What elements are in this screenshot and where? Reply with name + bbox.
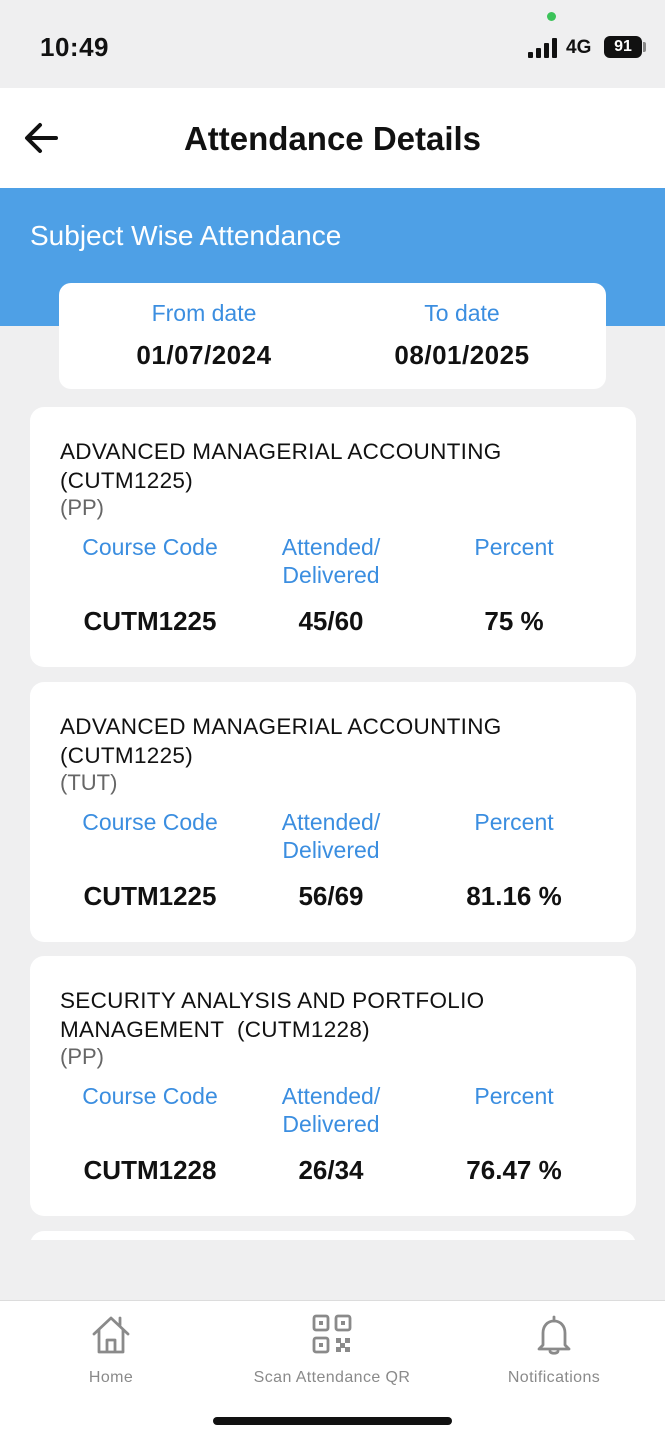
course-type: (PP) [60, 1044, 104, 1069]
nav-notifications-label: Notifications [507, 1369, 601, 1386]
delivered-header-line: Delivered [282, 1111, 380, 1137]
course-code-header: Course Code [82, 534, 218, 560]
bottom-navigation [0, 1300, 665, 1440]
percent-value: 75 % [484, 606, 544, 636]
nav-home[interactable] [0, 1301, 222, 1401]
course-code-value: CUTM1225 [83, 881, 217, 911]
attended-delivered-value: 45/60 [298, 606, 364, 636]
status-bar [0, 0, 665, 88]
percent-value: 76.47 % [466, 1155, 562, 1185]
attended-header-line: Attended/ [281, 534, 381, 560]
battery-tip [643, 42, 646, 52]
course-list[interactable] [0, 405, 665, 1240]
course-code-value: CUTM1225 [83, 606, 217, 636]
attended-header-line: Attended/ [281, 809, 381, 835]
page-title: Attendance Details [183, 120, 482, 157]
from-date-label: From date [151, 300, 257, 326]
attended-delivered-header [250, 1082, 412, 1138]
attended-delivered-header [250, 808, 412, 864]
home-indicator[interactable] [213, 1417, 452, 1425]
battery-icon: 91 [604, 36, 642, 58]
course-card [30, 407, 636, 667]
nav-scan-qr[interactable] [221, 1301, 443, 1401]
nav-notifications[interactable] [443, 1301, 665, 1401]
camera-indicator-dot [547, 12, 556, 21]
course-title: ADVANCED MANAGERIAL ACCOUNTING (CUTM1225) [60, 439, 502, 493]
course-card [30, 682, 636, 942]
attended-delivered-value: 56/69 [298, 881, 364, 911]
delivered-header-line: Delivered [282, 562, 380, 588]
attended-delivered-value: 26/34 [298, 1155, 364, 1185]
to-date-label: To date [424, 300, 500, 326]
course-type: (TUT) [60, 770, 118, 795]
to-date[interactable] [327, 283, 597, 389]
percent-header: Percent [474, 1083, 554, 1109]
date-range-card [59, 283, 606, 389]
percent-header: Percent [474, 534, 554, 560]
to-date-value: 08/01/2025 [394, 340, 530, 370]
course-title: ADVANCED MANAGERIAL ACCOUNTING (CUTM1225) [60, 714, 502, 768]
course-type: (PP) [60, 495, 104, 520]
percent-value: 81.16 % [466, 881, 562, 911]
course-code-value: CUTM1228 [83, 1155, 217, 1185]
section-title: Subject Wise Attendance [30, 220, 342, 251]
network-type: 4G [566, 37, 592, 58]
course-code-header: Course Code [82, 809, 218, 835]
nav-home-label: Home [88, 1369, 134, 1386]
signal-strength-icon [528, 38, 560, 58]
attended-header-line: Attended/ [281, 1083, 381, 1109]
course-title: SECURITY ANALYSIS AND PORTFOLIO MANAGEMENT (CUTM1228) [60, 988, 491, 1042]
app-header [0, 88, 665, 188]
course-card-partial [30, 1231, 636, 1240]
delivered-header-line: Delivered [282, 837, 380, 863]
status-time: 10:49 [40, 32, 109, 62]
percent-header: Percent [474, 809, 554, 835]
from-date-value: 01/07/2024 [136, 340, 272, 370]
attended-delivered-header [250, 533, 412, 589]
bell-icon [533, 1313, 575, 1357]
qr-code-icon [311, 1313, 353, 1357]
nav-scan-label: Scan Attendance QR [253, 1369, 411, 1386]
course-code-header: Course Code [82, 1083, 218, 1109]
home-icon [90, 1313, 132, 1357]
course-card [30, 956, 636, 1216]
from-date[interactable] [69, 283, 339, 389]
